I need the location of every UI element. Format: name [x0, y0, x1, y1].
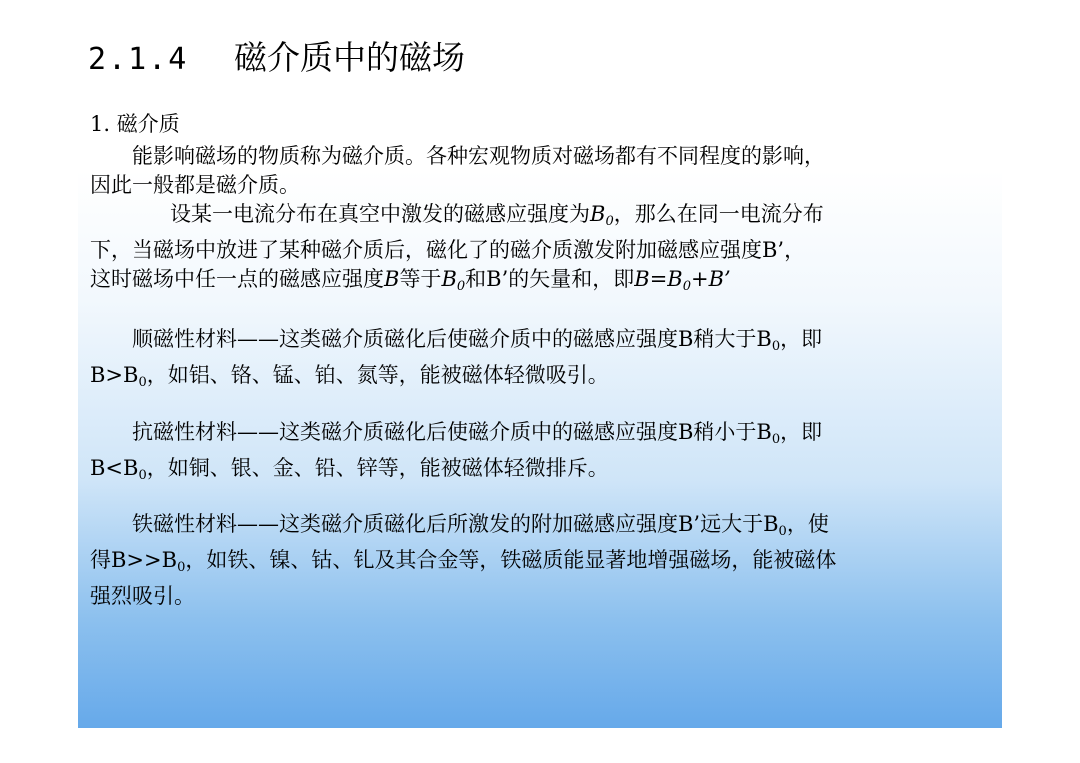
- para2-line2: 下，当磁场中放进了某种磁介质后，磁化了的磁介质激发附加磁感应强度B’，: [90, 238, 806, 262]
- para5-text: ，如铁、镍、钴、钆及其合金等，铁磁质能显著地增强磁场，能被磁体: [185, 548, 837, 572]
- para1-line1: 能影响磁场的物质称为磁介质。各种宏观物质对磁场都有不同程度的影响，: [132, 144, 825, 168]
- para5-line2: [90, 546, 990, 582]
- para2-text: 这时磁场中任一点的磁感应强度: [90, 267, 384, 291]
- para2-text: 等于: [399, 267, 442, 291]
- para2-text: 和B’的矢量和，即: [465, 267, 635, 291]
- para4-line1: [90, 418, 990, 454]
- para2-line1: [90, 200, 990, 236]
- para4-text: ，如铜、银、金、铅、锌等，能被磁体轻微排斥。: [146, 456, 609, 480]
- para5-line3: 强烈吸引。: [90, 584, 195, 608]
- subscript-0: 0: [778, 524, 787, 539]
- subscript-0: 0: [771, 339, 781, 354]
- para3-text: 顺磁性材料——这类磁介质磁化后使磁介质中的磁感应强度B稍大于B: [132, 327, 772, 351]
- para5-text: 铁磁性材料——这类磁介质磁化后所激发的附加磁感应强度B’远大于B: [132, 512, 779, 536]
- para4-text: 抗磁性材料——这类磁介质磁化后使磁介质中的磁感应强度B稍小于B: [132, 420, 772, 444]
- paragraph-magnetization: [90, 200, 990, 301]
- heading-text: 1. 磁介质: [90, 112, 180, 136]
- section-number: 2.1.4: [88, 42, 189, 77]
- para3-text: ，即: [780, 327, 823, 351]
- section-title: 磁介质中的磁场: [234, 38, 465, 77]
- para3-line2: [90, 361, 990, 397]
- subscript-0: 0: [605, 214, 614, 229]
- formula: B=B: [634, 267, 683, 291]
- symbol-b: B: [590, 202, 606, 226]
- slide-title: [88, 38, 465, 80]
- para4-line2: [90, 454, 990, 490]
- subscript-0: 0: [771, 432, 781, 447]
- paragraph-definition: [90, 142, 990, 200]
- subscript-0: 0: [138, 468, 147, 483]
- para3-text: ，如铝、铬、锰、铂、氮等，能被磁体轻微吸引。: [146, 363, 609, 387]
- para2-line3: [90, 265, 990, 301]
- para5-text: ，使: [786, 512, 829, 536]
- formula-tail: +B’: [691, 267, 731, 291]
- symbol-b: B: [384, 267, 400, 291]
- subsection-heading: [90, 110, 990, 139]
- para2-text: ，那么在同一电流分布: [613, 202, 824, 226]
- para1-line2: 因此一般都是磁介质。: [90, 173, 300, 197]
- subscript-0: 0: [682, 279, 692, 294]
- para4-text: ，即: [780, 420, 823, 444]
- para2-text: 设某一电流分布在真空中激发的磁感应强度为: [170, 202, 590, 226]
- para5-text: 得B>>B: [90, 548, 178, 572]
- para4-text: B<B: [90, 456, 139, 480]
- para5-line1: [90, 510, 990, 546]
- paragraph-ferromagnetic: [90, 510, 990, 611]
- subscript-0: 0: [177, 560, 186, 575]
- para3-line1: [90, 325, 990, 361]
- symbol-b: B: [441, 267, 457, 291]
- paragraph-paramagnetic: [90, 325, 990, 397]
- subscript-0: 0: [138, 375, 147, 390]
- subscript-0: 0: [456, 279, 466, 294]
- paragraph-diamagnetic: [90, 418, 990, 490]
- para3-text: B>B: [90, 363, 139, 387]
